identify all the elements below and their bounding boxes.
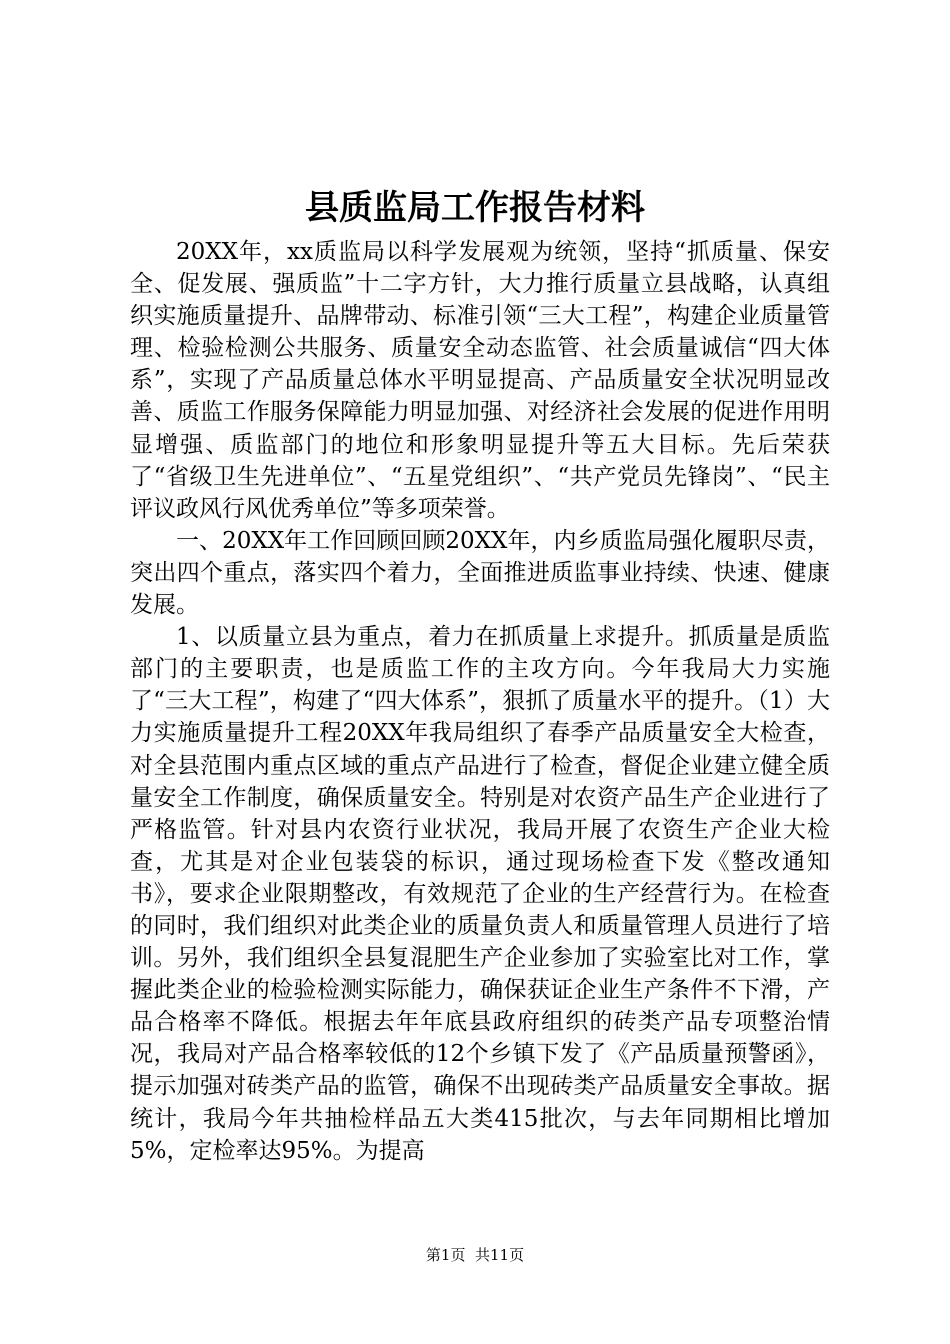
page-total: 共11页 [475,1246,525,1264]
document-title: 县质监局工作报告材料 [305,188,645,228]
page-footer [0,1244,950,1265]
document-body [130,236,830,1167]
paragraph-intro: 20XX年，xx质监局以科学发展观为统领，坚持“抓质量、保安全、促发展、强质监”十二字方针，大力推行质量立县战略，认真组织实施质量提升、品牌带动、标准引领“三大工程”，构建企业质量管理、检验检测公共服务、质量安全动态监管、社会质量诚信“四大体系”，实现了产品质量总体水平明显提高、产品质量安全状况明显改善、质监工作服务保障能力明显加强、对经济社会发展的促进作用明显增强、质监部门的地位和形象明显提升等五大目标。先后荣获了“省级卫生先进单位”、“五星党组织”、“共产党员先锋岗”、“民主评议政风行风优秀单位”等多项荣誉。 [130,239,830,522]
page-number: 第1页 [425,1246,466,1264]
paragraph-review: 一、20XX年工作回顾回顾20XX年，内乡质监局强化履职尽责，突出四个重点，落实四个着力，全面推进质监事业持续、快速、健康发展。 [130,527,830,619]
paragraph-quality: 1、以质量立县为重点，着力在抓质量上求提升。抓质量是质监部门的主要职责，也是质监工作的主攻方向。今年我局大力实施了“三大工程”，构建了“四大体系”，狠抓了质量水平的提升。（1）大力实施质量提升工程20XX年我局组织了春季产品质量安全大检查，对全县范围内重点区域的重点产品进行了检查，督促企业建立健全质量安全工作制度，确保质量安全。特别是对农资产品生产企业进行了严格监管。针对县内农资行业状况，我局开展了农资生产企业大检查，尤其是对企业包装袋的标识，通过现场检查下发《整改通知书》，要求企业限期整改，有效规范了企业的生产经营行为。在检查的同时，我们组织对此类企业的质量负责人和质量管理人员进行了培训。另外，我们组织全县复混肥生产企业参加了实验室比对工作，掌握此类企业的检验检测实际能力，确保获证企业生产条件不下滑，产品合格率不降低。根据去年年底县政府组织的砖类产品专项整治情况，我局对产品合格率较低的12个乡镇下发了《产品质量预警函》，提示加强对砖类产品的监管，确保不出现砖类产品质量安全事故。据统计，我局今年共抽检样品五大类415批次，与去年同期相比增加5%，定检率达95%。为提高 [130,624,830,1164]
